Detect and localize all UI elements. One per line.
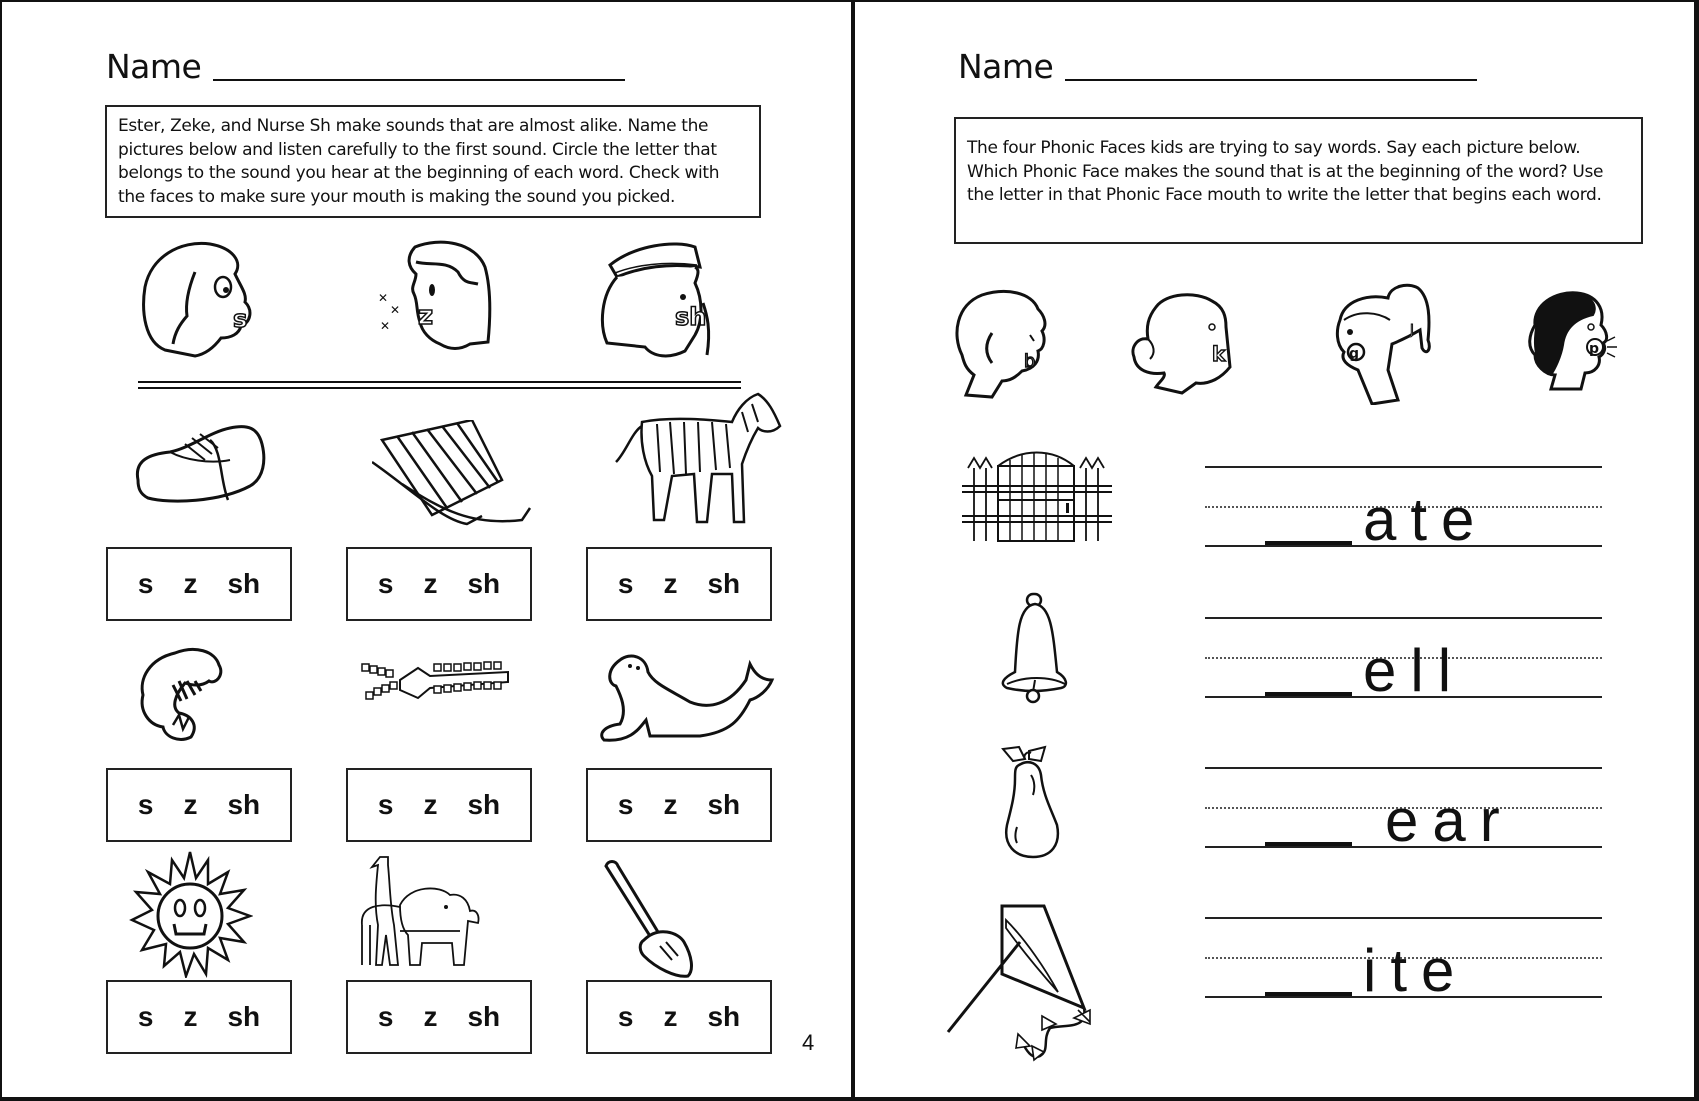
- left-name-row: [106, 47, 625, 86]
- shoe-picture-icon: [130, 420, 280, 510]
- choice-z[interactable]: z: [183, 1001, 198, 1032]
- choice-z[interactable]: z: [423, 568, 438, 599]
- svg-text:J: J: [1410, 323, 1414, 338]
- phonic-face-g-icon: [1328, 280, 1438, 405]
- svg-text:✕: ✕: [378, 291, 389, 305]
- svg-text:g: g: [1349, 346, 1360, 362]
- word-ending: ite: [1363, 937, 1469, 1004]
- svg-text:z: z: [418, 301, 434, 331]
- choice-sh[interactable]: sh: [227, 789, 261, 820]
- choice-s[interactable]: s: [617, 1001, 634, 1032]
- gate-picture-icon: [962, 448, 1112, 543]
- nurse-sh-face-icon: [595, 225, 745, 365]
- letter-blank-input[interactable]: [1265, 842, 1352, 846]
- choice-box-zebra[interactable]: [586, 547, 772, 621]
- choice-box-seal[interactable]: [586, 768, 772, 842]
- write-row-kite: [1205, 917, 1602, 1004]
- choice-box-zoo[interactable]: [346, 980, 532, 1054]
- svg-text:p: p: [1589, 341, 1600, 357]
- choice-s[interactable]: s: [617, 789, 634, 820]
- write-row-bell: [1205, 617, 1602, 704]
- choice-sh[interactable]: sh: [467, 568, 501, 599]
- write-row-gate: [1205, 466, 1602, 553]
- word-ending: ate: [1363, 486, 1489, 553]
- choice-s[interactable]: s: [617, 568, 634, 599]
- phonic-face-p-icon: [1515, 285, 1625, 400]
- name-input-line[interactable]: [213, 79, 625, 81]
- choice-box-shovel[interactable]: [586, 980, 772, 1054]
- shrimp-picture-icon: [135, 645, 235, 745]
- name-input-line[interactable]: [1065, 79, 1477, 81]
- word-ending: ear: [1385, 787, 1514, 854]
- choice-box-zipper[interactable]: [346, 768, 532, 842]
- kite-picture-icon: [946, 900, 1136, 1065]
- choice-z[interactable]: z: [423, 1001, 438, 1032]
- pear-picture-icon: [995, 745, 1075, 860]
- page-number: 4: [802, 1030, 815, 1055]
- double-divider-rule: [138, 381, 741, 389]
- zebra-picture-icon: [612, 392, 782, 532]
- choice-box-shoe[interactable]: [106, 547, 292, 621]
- bell-picture-icon: [995, 592, 1075, 708]
- sun-picture-icon: [128, 850, 253, 978]
- svg-text:✕: ✕: [390, 303, 401, 317]
- svg-text:k: k: [1212, 342, 1226, 366]
- left-instructions: Ester, Zeke, and Nurse Sh make sounds that are almost alike. Name the pictures below and listen carefully to the first sound. Circle the letter that belongs to the sound you hear at the beginning of each word. Check with the faces to make sure your mouth is making the sound you picked.: [105, 105, 761, 218]
- svg-text:s: s: [233, 305, 248, 333]
- choice-z[interactable]: z: [663, 1001, 678, 1032]
- page-divider: [851, 0, 855, 1101]
- choice-z[interactable]: z: [423, 789, 438, 820]
- top-guide-line: [1205, 617, 1602, 619]
- write-row-pear: [1205, 767, 1602, 854]
- choice-sh[interactable]: sh: [467, 789, 501, 820]
- right-instructions: The four Phonic Faces kids are trying to say words. Say each picture below. Which Phonic Face makes the sound that is at the beginning of the word? Use the letter in that Phonic Face mouth to write the letter that begins each word.: [954, 117, 1643, 244]
- right-name-row: [958, 47, 1477, 86]
- letter-blank-input[interactable]: [1265, 992, 1352, 996]
- choice-s[interactable]: s: [137, 789, 154, 820]
- choice-box-shrimp[interactable]: [106, 768, 292, 842]
- zoo-picture-icon: [360, 855, 495, 975]
- choice-s[interactable]: s: [377, 568, 394, 599]
- svg-text:sh: sh: [675, 303, 707, 331]
- choice-sh[interactable]: sh: [707, 568, 741, 599]
- choice-s[interactable]: s: [137, 1001, 154, 1032]
- choice-s[interactable]: s: [137, 568, 154, 599]
- choice-sh[interactable]: sh: [707, 789, 741, 820]
- zeke-face-icon: [360, 232, 510, 362]
- phonic-face-k-icon: [1126, 287, 1246, 397]
- top-guide-line: [1205, 767, 1602, 769]
- choice-sh[interactable]: sh: [227, 568, 261, 599]
- choice-sh[interactable]: sh: [467, 1001, 501, 1032]
- choice-z[interactable]: z: [663, 789, 678, 820]
- choice-box-sled[interactable]: [346, 547, 532, 621]
- choice-s[interactable]: s: [377, 1001, 394, 1032]
- svg-text:✕: ✕: [380, 319, 391, 333]
- choice-z[interactable]: z: [183, 789, 198, 820]
- top-guide-line: [1205, 917, 1602, 919]
- ester-face-icon: [135, 232, 275, 372]
- letter-blank-input[interactable]: [1265, 541, 1352, 545]
- name-label: Name: [106, 47, 202, 86]
- choice-sh[interactable]: sh: [707, 1001, 741, 1032]
- letter-blank-input[interactable]: [1265, 692, 1352, 696]
- name-label: Name: [958, 47, 1054, 86]
- choice-z[interactable]: z: [663, 568, 678, 599]
- shovel-picture-icon: [600, 860, 710, 978]
- word-ending: ell: [1363, 637, 1466, 704]
- seal-picture-icon: [590, 650, 780, 750]
- top-guide-line: [1205, 466, 1602, 468]
- choice-box-sun[interactable]: [106, 980, 292, 1054]
- sled-picture-icon: [372, 420, 532, 535]
- zipper-picture-icon: [360, 660, 510, 710]
- choice-sh[interactable]: sh: [227, 1001, 261, 1032]
- choice-s[interactable]: s: [377, 789, 394, 820]
- choice-z[interactable]: z: [183, 568, 198, 599]
- svg-text:b: b: [1024, 351, 1036, 372]
- phonic-face-b-icon: [952, 285, 1062, 405]
